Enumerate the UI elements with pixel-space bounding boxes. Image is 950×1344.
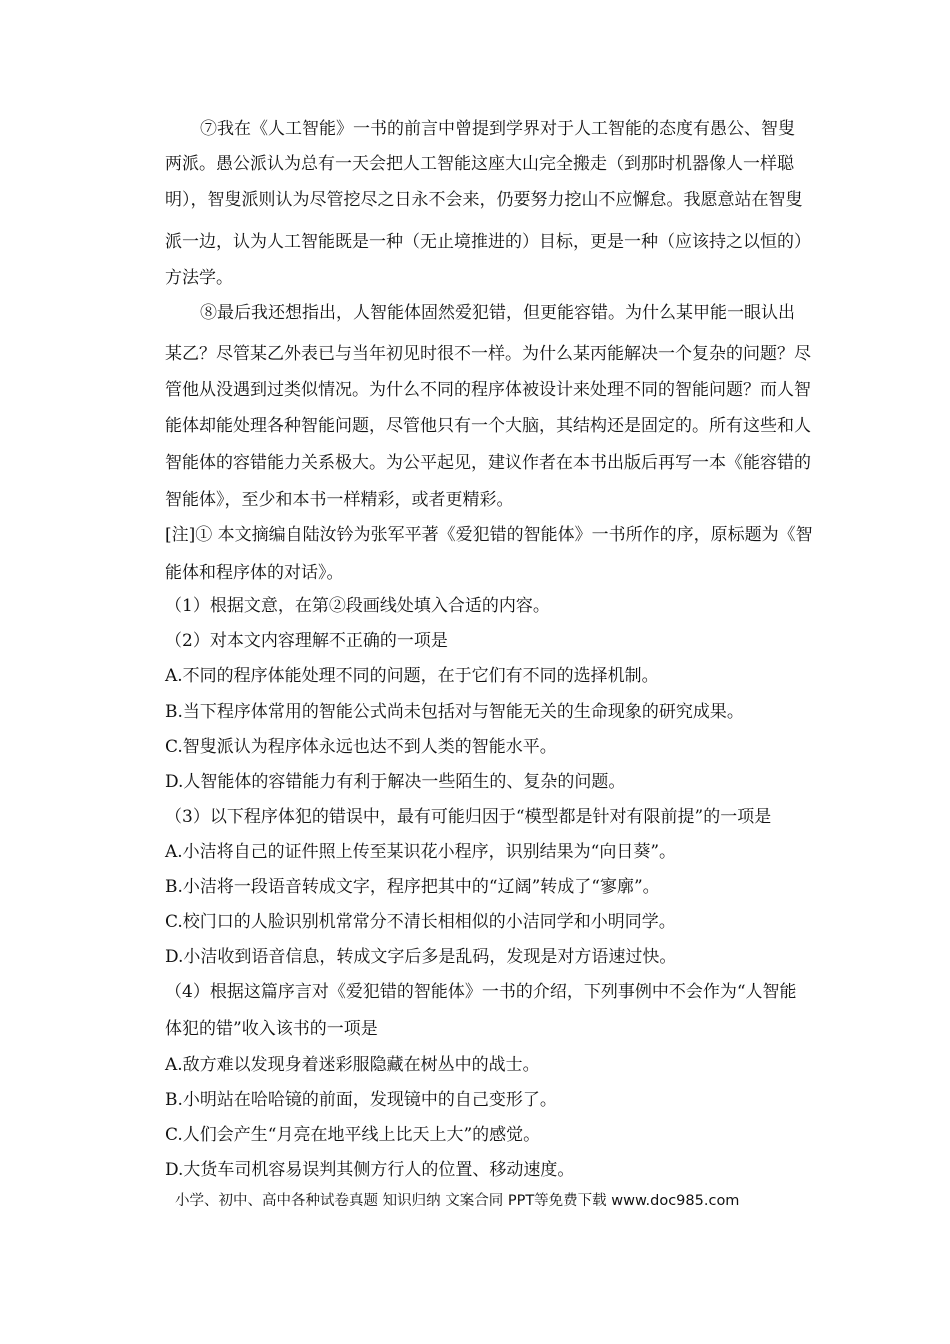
paragraph-8-line-2: 某乙？尽管某乙外表已与当年初见时很不一样。为什么某丙能解决一个复杂的问题？尽 — [165, 344, 811, 364]
paragraph-7-line-2: 两派。愚公派认为总有一天会把人工智能这座大山完全搬走（到那时机器像人一样聪 — [165, 154, 794, 174]
question-4-stem-line-2: 体犯的错”收入该书的一项是 — [165, 1019, 378, 1039]
paragraph-8-line-5: 智能体的容错能力关系极大。为公平起见，建议作者在本书出版后再写一本《能容错的 — [165, 453, 811, 473]
question-4-option-d: D.大货车司机容易误判其侧方行人的位置、移动速度。 — [165, 1160, 575, 1180]
note-line-2: 能体和程序体的对话》。 — [165, 563, 344, 583]
question-3-option-c: C.校门口的人脸识别机常常分不清长相相似的小洁同学和小明同学。 — [165, 912, 676, 932]
question-2-stem: （2）对本文内容理解不正确的一项是 — [165, 631, 448, 651]
note-line-1: [注]① 本文摘编自陆汝钤为张军平著《爱犯错的智能体》一书所作的序，原标题为《智 — [165, 525, 813, 545]
paragraph-8-line-6: 智能体》，至少和本书一样精彩，或者更精彩。 — [165, 490, 514, 510]
question-3-option-a: A.小洁将自己的证件照上传至某识花小程序，识别结果为“向日葵”。 — [165, 842, 677, 862]
question-2-option-b: B.当下程序体常用的智能公式尚未包括对与智能无关的生命现象的研究成果。 — [165, 702, 744, 722]
question-4-stem-line-1: （4）根据这篇序言对《爱犯错的智能体》一书的介绍，下列事例中不会作为“人智能 — [165, 982, 797, 1002]
paragraph-7-line-5: 方法学。 — [165, 268, 233, 288]
question-2-option-d: D.人智能体的容错能力有利于解决一些陌生的、复杂的问题。 — [165, 772, 626, 792]
paragraph-8-line-4: 能体却能处理各种智能问题，尽管他只有一个大脑，其结构还是固定的。所有这些和人 — [165, 416, 811, 436]
question-4-option-c: C.人们会产生“月亮在地平线上比天上大”的感觉。 — [165, 1125, 541, 1145]
paragraph-8-line-1: ⑧最后我还想指出，人智能体固然爱犯错，但更能容错。为什么某甲能一眼认出 — [200, 303, 795, 323]
question-3-option-b: B.小洁将一段语音转成文字，程序把其中的“辽阔”转成了“寥廓”。 — [165, 877, 660, 897]
paragraph-7-line-1: ⑦我在《人工智能》一书的前言中曾提到学界对于人工智能的态度有愚公、智叟 — [200, 119, 795, 139]
question-2-option-c: C.智叟派认为程序体永远也达不到人类的智能水平。 — [165, 737, 557, 757]
question-3-stem: （3）以下程序体犯的错误中，最有可能归因于“模型都是针对有限前提”的一项是 — [165, 807, 772, 827]
question-1: （1）根据文意，在第②段画线处填入合适的内容。 — [165, 596, 550, 616]
question-4-option-b: B.小明站在哈哈镜的前面，发现镜中的自己变形了。 — [165, 1090, 557, 1110]
paragraph-7-line-4: 派一边，认为人工智能既是一种（无止境推进的）目标，更是一种（应该持之以恒的） — [165, 232, 811, 252]
paragraph-8-line-3: 管他从没遇到过类似情况。为什么不同的程序体被设计来处理不同的智能问题？而人智 — [165, 380, 811, 400]
question-2-option-a: A.不同的程序体能处理不同的问题，在于它们有不同的选择机制。 — [165, 666, 659, 686]
question-4-option-a: A.敌方难以发现身着迷彩服隐藏在树丛中的战士。 — [165, 1055, 540, 1075]
question-3-option-d: D.小洁收到语音信息，转成文字后多是乱码，发现是对方语速过快。 — [165, 947, 677, 967]
paragraph-7-line-3: 明），智叟派则认为尽管挖尽之日永不会来，仍要努力挖山不应懈怠。我愿意站在智叟 — [165, 190, 803, 210]
footer-watermark-text: 小学、初中、高中各种试卷真题 知识归纳 文案合同 PPT等免费下载 www.doc985.com — [175, 1193, 740, 1209]
